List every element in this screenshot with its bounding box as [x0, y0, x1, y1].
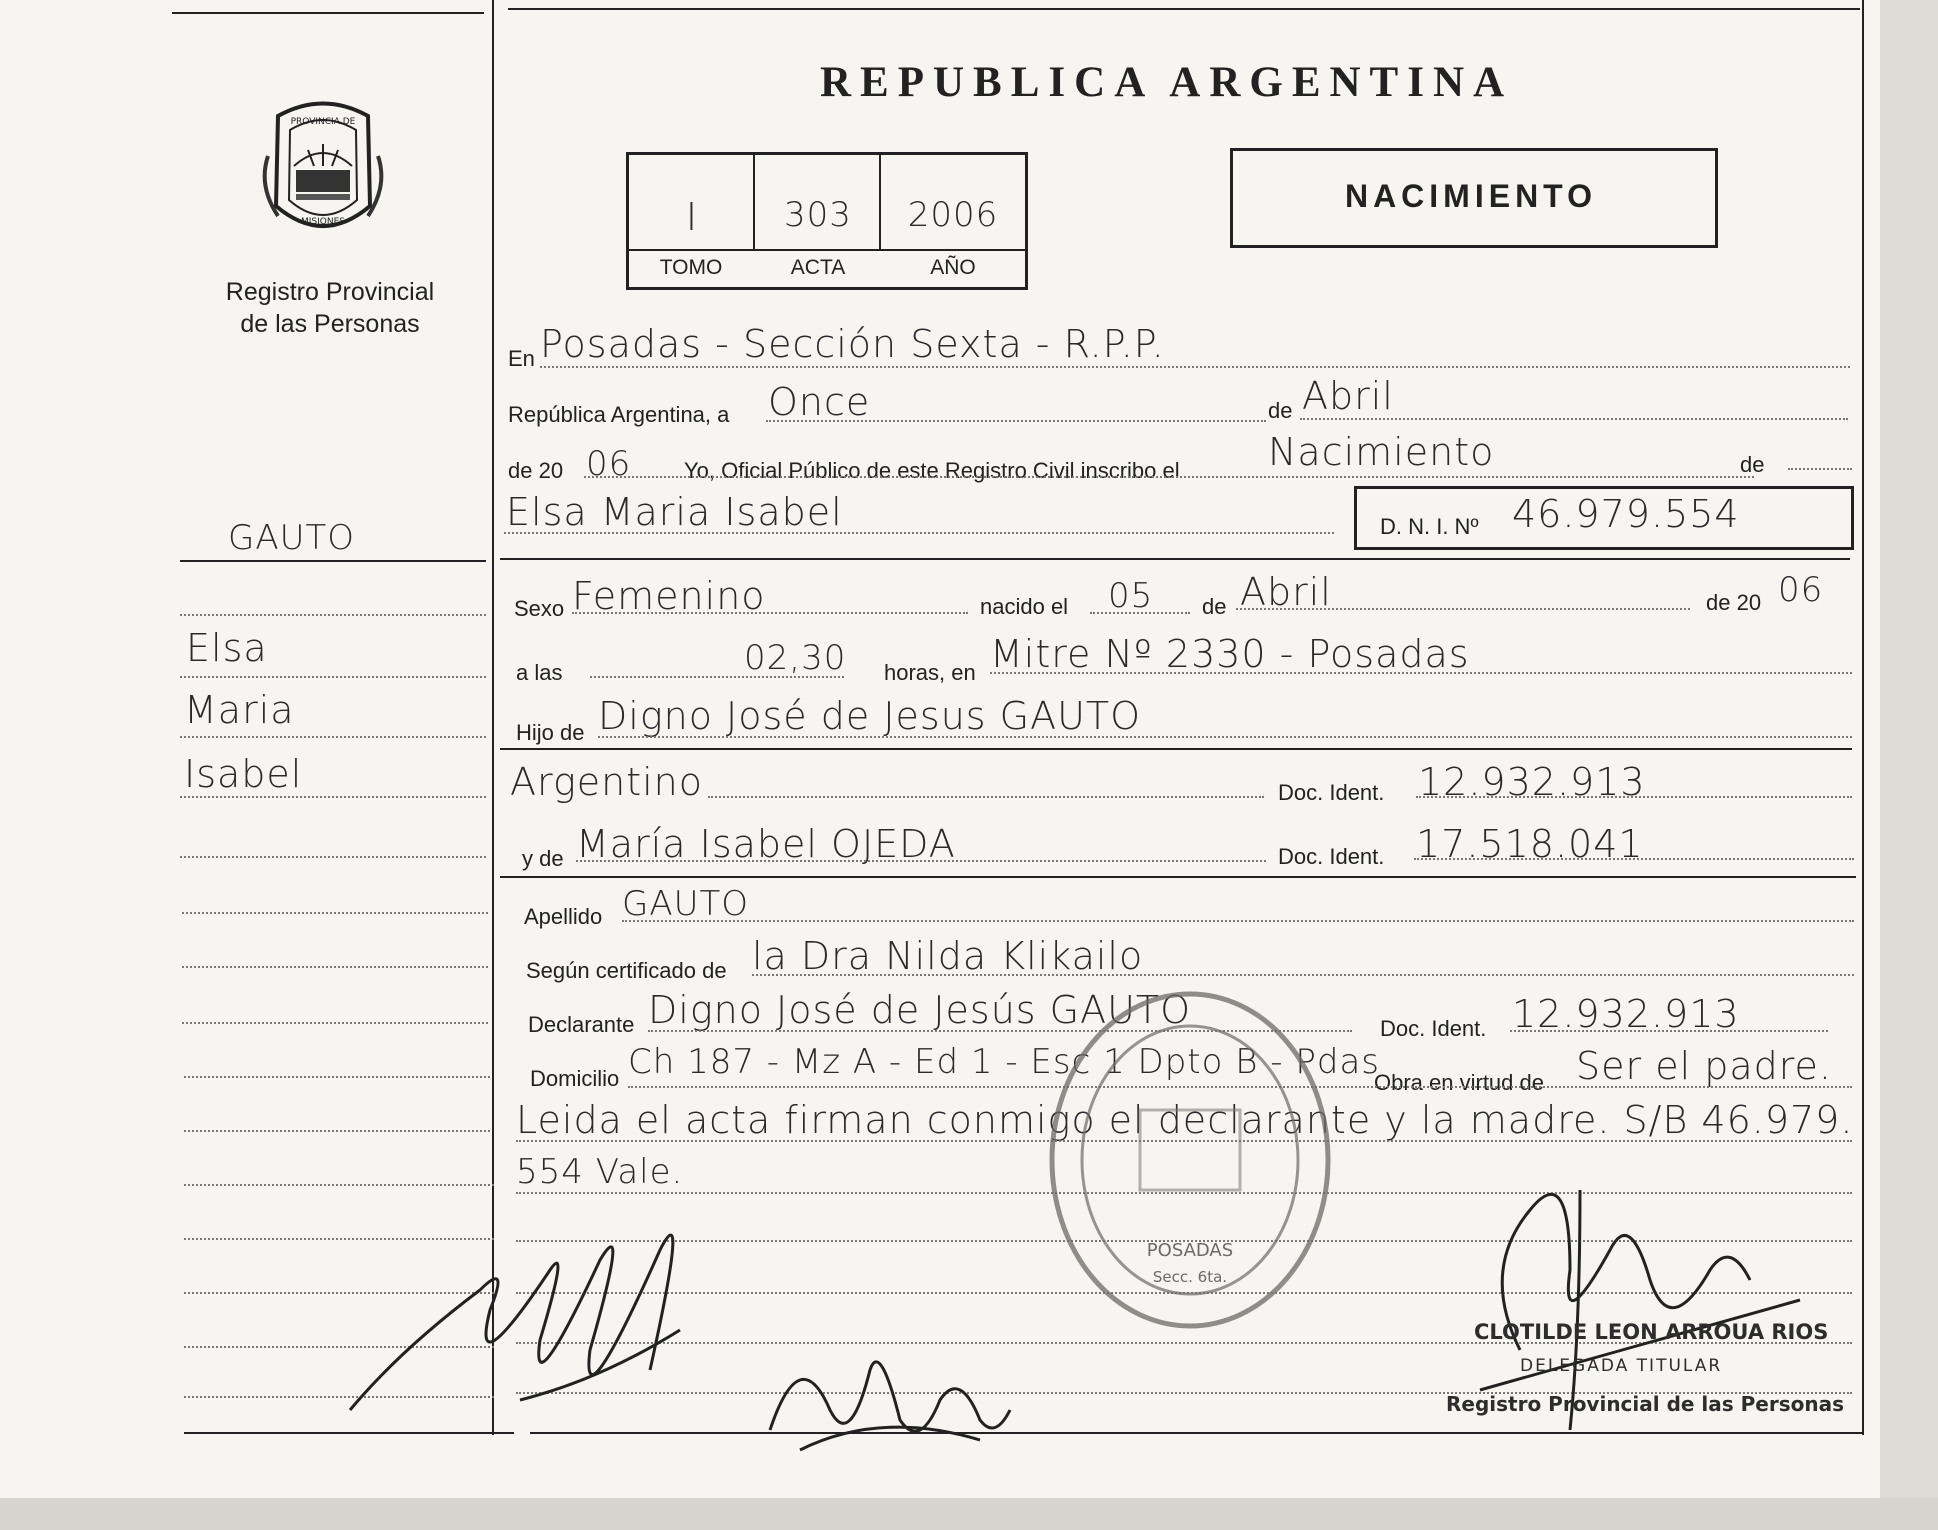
- father-rule: [500, 748, 1852, 750]
- birth-year: 06: [1778, 570, 1824, 610]
- birth-month: Abril: [1240, 570, 1332, 614]
- anio-value: 2006: [907, 195, 999, 235]
- declarant-doc-label: Doc. Ident.: [1380, 1016, 1487, 1041]
- official-role-stamp: DELEGADA TITULAR: [1520, 1356, 1723, 1376]
- tomo-label: TOMO: [659, 256, 723, 279]
- officer-statement: Yo, Oficial Público de este Registro Civil inscribo el: [684, 458, 1180, 483]
- official-registry-stamp: Registro Provincial de las Personas: [1446, 1392, 1845, 1416]
- surname-line: [622, 920, 1854, 922]
- time-label: a las: [516, 660, 563, 685]
- birth-day-line: [1090, 612, 1190, 614]
- page-bottom-edge: [0, 1498, 1938, 1530]
- capacity-label: Obra en virtud de: [1374, 1070, 1544, 1095]
- margin-surname-rule: [180, 560, 486, 562]
- capacity-value: Ser el padre.: [1576, 1044, 1832, 1088]
- tomo-acta-anio-box: [626, 152, 1028, 290]
- margin-line: [184, 1130, 490, 1132]
- birth-month-line: [1236, 608, 1690, 610]
- registry-name-line2: de las Personas: [240, 310, 420, 338]
- dni-value: 46.979.554: [1512, 492, 1740, 536]
- margin-line: [184, 1076, 490, 1078]
- record-type: NACIMIENTO: [1344, 178, 1598, 214]
- sex-line: [572, 612, 968, 614]
- birth-place: Mitre Nº 2330 - Posadas: [990, 632, 1470, 676]
- mother-name: María Isabel OJEDA: [576, 822, 956, 866]
- margin-surname: GAUTO: [228, 518, 356, 558]
- certificate-line: [752, 974, 1854, 976]
- registry-name-line1: Registro Provincial: [225, 278, 435, 306]
- birth-year-prefix: de 20: [1706, 590, 1762, 615]
- birth-month-de-label: de: [1202, 594, 1227, 619]
- name-section-rule: [500, 558, 1850, 560]
- day-value: Once: [768, 380, 871, 424]
- father-doc: 12.932.913: [1418, 760, 1646, 804]
- margin-line: [180, 736, 486, 738]
- inscription-de-label: de: [1740, 452, 1765, 477]
- top-rule-right: [508, 8, 1860, 10]
- margin-line: [180, 856, 486, 858]
- top-rule-left: [172, 12, 484, 14]
- official-round-seal: [1040, 990, 1340, 1340]
- margin-line: [182, 966, 488, 968]
- full-name-line: [504, 532, 1334, 534]
- father-doc-line: [1416, 796, 1852, 798]
- margin-line: [182, 1022, 488, 1024]
- month-line: [1300, 418, 1848, 420]
- mother-doc: 17.518.041: [1416, 822, 1644, 866]
- en-label: En: [508, 346, 535, 371]
- right-border: [1862, 0, 1864, 1435]
- hours-in-label: horas, en: [884, 660, 976, 685]
- en-line: [540, 366, 1850, 368]
- observations-line-1: Leida el acta firman conmigo el declarante y la madre. S/B 46.979.: [516, 1098, 1854, 1142]
- full-name: Elsa Maria Isabel: [506, 490, 843, 534]
- mother-doc-line: [1414, 858, 1854, 860]
- month-value: Abril: [1302, 374, 1394, 418]
- document-title: REPUBLICA ARGENTINA: [820, 59, 1514, 106]
- mother-label: y de: [522, 846, 564, 871]
- acta-label: ACTA: [790, 256, 846, 279]
- republica-label: República Argentina, a: [508, 402, 730, 427]
- inscription-de-line: [1788, 468, 1852, 470]
- page-edge: [1880, 0, 1938, 1530]
- declarant-doc-line: [1510, 1030, 1828, 1032]
- father-nationality-line: [708, 796, 1264, 798]
- father-nationality: Argentino: [510, 760, 704, 804]
- mother-rule: [500, 876, 1856, 878]
- father-line: [598, 736, 1852, 738]
- father-doc-label: Doc. Ident.: [1278, 780, 1385, 805]
- margin-name-3: Isabel: [184, 752, 303, 796]
- month-de-label: de: [1268, 398, 1293, 423]
- margin-name-2: Maria: [184, 688, 295, 732]
- certificate-issuer: la Dra Nilda Klikailo: [752, 934, 1144, 978]
- acta-value: 303: [784, 195, 852, 235]
- sex-label: Sexo: [514, 596, 565, 621]
- born-label: nacido el: [980, 594, 1069, 619]
- declarant-label: Declarante: [528, 1012, 635, 1037]
- margin-line: [182, 912, 488, 914]
- tomo-value: I: [685, 195, 699, 239]
- father-label: Hijo de: [516, 720, 585, 745]
- registry-name: [180, 276, 480, 340]
- mother-doc-label: Doc. Ident.: [1278, 844, 1385, 869]
- seal-city: POSADAS: [1146, 1240, 1234, 1261]
- address-value: Ch 187 - Mz A - Ed 1 - Esc 1 Dpto B - Pdas: [628, 1042, 1381, 1082]
- sex-value: Femenino: [572, 574, 766, 618]
- seal-section: Secc. 6ta.: [1152, 1268, 1228, 1286]
- surname-label: Apellido: [524, 904, 603, 929]
- svg-text:PROVINCIA DE: PROVINCIA DE: [290, 117, 356, 127]
- certificate-label: Según certificado de: [526, 958, 727, 983]
- birth-place-line: [990, 672, 1852, 674]
- mother-line: [576, 860, 1266, 862]
- father-name: Digno José de Jesus GAUTO: [598, 694, 1142, 738]
- declarant-signature: [760, 1320, 1020, 1470]
- day-line: [766, 420, 1266, 422]
- anio-label: AÑO: [930, 256, 976, 279]
- year-prefix-label: de 20: [508, 458, 564, 483]
- margin-line: [180, 676, 486, 678]
- svg-text:MISIONES: MISIONES: [300, 217, 346, 227]
- provincial-crest-logo: [258, 96, 388, 246]
- birth-day: 05: [1108, 576, 1154, 616]
- margin-line: [180, 614, 486, 616]
- surname-value: GAUTO: [622, 884, 750, 924]
- declarant-doc: 12.932.913: [1512, 992, 1740, 1036]
- observations-line-2: 554 Vale.: [516, 1152, 684, 1192]
- declarant-name: Digno José de Jesús GAUTO: [648, 988, 1192, 1032]
- inscription-type: Nacimiento: [1268, 430, 1495, 474]
- address-label: Domicilio: [530, 1066, 620, 1091]
- birth-time: 02,30: [744, 638, 847, 678]
- en-value: Posadas - Sección Sexta - R.P.P.: [540, 322, 1165, 366]
- dni-label: D. N. I. Nº: [1380, 514, 1479, 539]
- margin-line: [180, 796, 486, 798]
- official-name-stamp: CLOTILDE LEON ARROUA RIOS: [1474, 1320, 1829, 1344]
- margin-name-1: Elsa: [186, 626, 268, 670]
- inscription-line: [584, 476, 1754, 478]
- year-value: 06: [586, 444, 632, 484]
